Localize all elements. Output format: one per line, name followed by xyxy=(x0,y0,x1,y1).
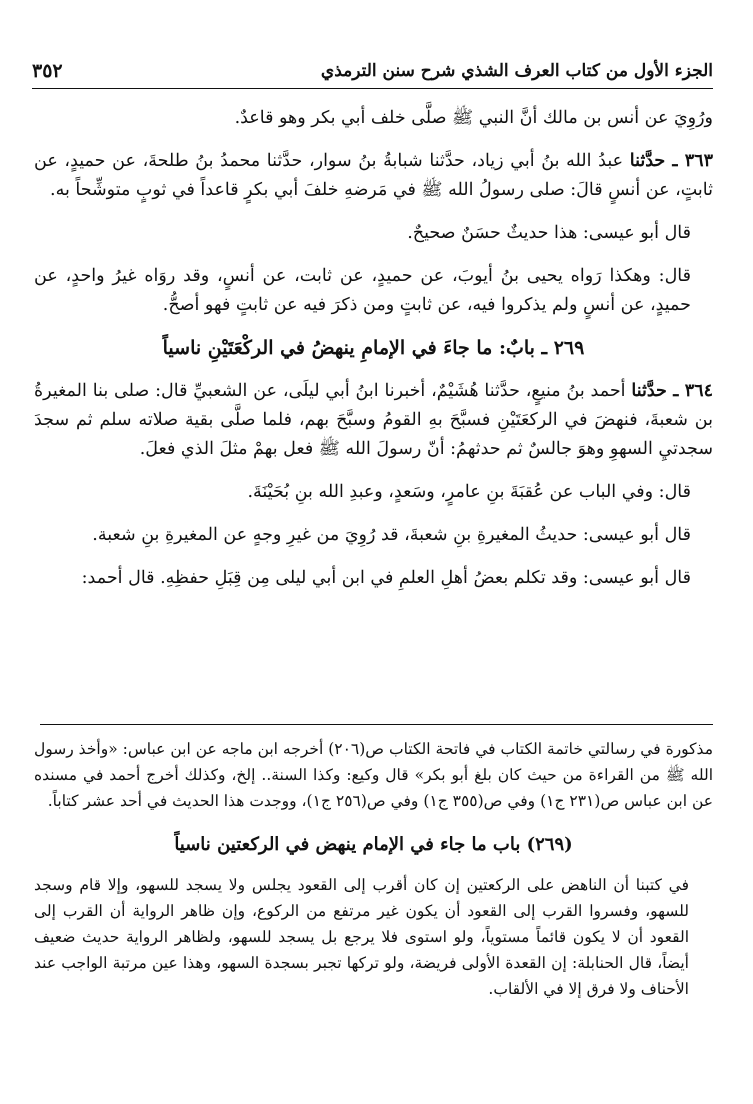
paragraph-anas-narration: ورُوِيَ عن أنس بن مالك أنَّ النبي ﷺ صلَّى خلف أبي بكر وهو قاعدٌ. xyxy=(234,108,713,128)
running-header xyxy=(32,54,713,89)
hadith-364-text: أحمد بنُ منيعٍ، حدَّثنا هُشَيْمٌ، أخبرنا ابنُ أبي ليلَى، عن الشعبيِّ قال: صلى بنا المغيرةُ بن شعبةَ، فنهضَ في الركعَتَيْنِ فسبَّحَ بهِ القومُ وسبَّحَ بهم، فلما صلَّى بقية صلاته سلم ثم سجدَ سجدتيِ السهوِ وهوَ جالسٌ ثم حدثهمُ: أنّ رسولَ الله ﷺ فعل بهمْ مثلَ الذي فعلَ. xyxy=(34,381,713,459)
main-text xyxy=(34,104,713,607)
footnote-divider xyxy=(40,724,713,725)
hadith-364-label: ٣٦٤ ـ حدَّثنا xyxy=(631,381,713,401)
commentary-chapter-heading: (٢٦٩) باب ما جاء في الإمام ينهض في الركعتين ناسياً xyxy=(174,834,573,855)
page-number: ٣٥٢ xyxy=(32,60,63,82)
commentary xyxy=(34,736,713,1012)
qala-paragraph-1: قال: وهكذا رَواه يحيى بنُ أيوبَ، عن حميدٍ، عن ثابت، عن أنسٍ، وقد روَاه غيرُ واحدٍ، عن حميدٍ، عن أنسٍ ولم يذكروا فيه، عن ثابتٍ ومن ذكرَ فيه عن ثابتٍ فهو أصحُّ. xyxy=(34,266,691,315)
abu-isa-grading-1: قال أبو عيسى: هذا حديثٌ حسَنٌ صحيحٌ. xyxy=(407,223,691,243)
hadith-363-text: عبدُ الله بنُ أبي زياد، حدَّثنا شبابةُ بنُ سوار، حدَّثنا محمدُ بنُ طلحةَ، عن حميدٍ، عن ثابتٍ، عن أنسٍ قالَ: صلى رسولُ الله ﷺ في مَرضهِ خلفَ أبي بكرٍ قاعداً في ثوبٍ متوشِّحاً به. xyxy=(34,151,713,200)
commentary-note-1: مذكورة في رسالتي خاتمة الكتاب في فاتحة الكتاب ص(٢٠٦) أخرجه ابن ماجه عن ابن عباس: «وأخذ رسول الله ﷺ من القراءة من حيث كان بلغ أبو بكر» قال وكيع: وكذا السنة.. إلخ، وكذلك أخرج أحمد في مسنده عن ابن عباس ص(٢٣١ ج١) وفي ص(٣٥٥ ج١) وفي ص(٢٥٦ ج١)، ووجدت هذا الحديث في أحد عشر كتاباً. xyxy=(34,740,713,810)
qala-paragraph-2: قال: وفي الباب عن عُقبَةَ بنِ عامرٍ، وسَعدٍ، وعبدِ الله بنِ بُحَيْنَةَ. xyxy=(247,482,691,502)
chapter-heading: ٢٦٩ ـ بابٌ: ما جاءَ في الإمامِ ينهضُ في الركْعَتَيْنِ ناسياً xyxy=(162,337,585,359)
abu-isa-grading-3: قال أبو عيسى: وقد تكلم بعضُ أهلِ العلمِ في ابن أبي ليلى مِن قِبَلِ حفظِهِ. قال أحمد: xyxy=(81,568,691,588)
hadith-364 xyxy=(34,377,713,464)
header-title: الجزء الأول من كتاب العرف الشذي شرح سنن الترمذي xyxy=(320,61,713,81)
hadith-363 xyxy=(34,147,713,205)
hadith-363-label: ٣٦٣ ـ حدَّثنا xyxy=(629,151,713,171)
commentary-note-2: في كتبنا أن الناهض على الركعتين إن كان أقرب إلى القعود يجلس ولا يسجد للسهو، وإلا قام وسجد للسهو، وفسروا القرب إلى القعود أن يكون غير مرتفع من الركوع، وإن ظاهر الرواية أن القرب إلى القعود أن لا يكون قائماً مستوياً، ولو استوى فلا يرجع بل يسجد للسهو، ولظاهر الرواية حديث ضعيف أيضاً، قال الحنابلة: إن القعدة الأولى فريضة، ولو تركها تجبر بسجدة السهو، وهذا عين مرتبة الواجب عند الأحناف ولا فرق إلا في الألقاب. xyxy=(34,876,689,998)
abu-isa-grading-2: قال أبو عيسى: حديثُ المغيرةِ بنِ شعبةَ، قد رُوِيَ من غيرِ وجهٍ عن المغيرةِ بنِ شعبة. xyxy=(92,525,691,545)
